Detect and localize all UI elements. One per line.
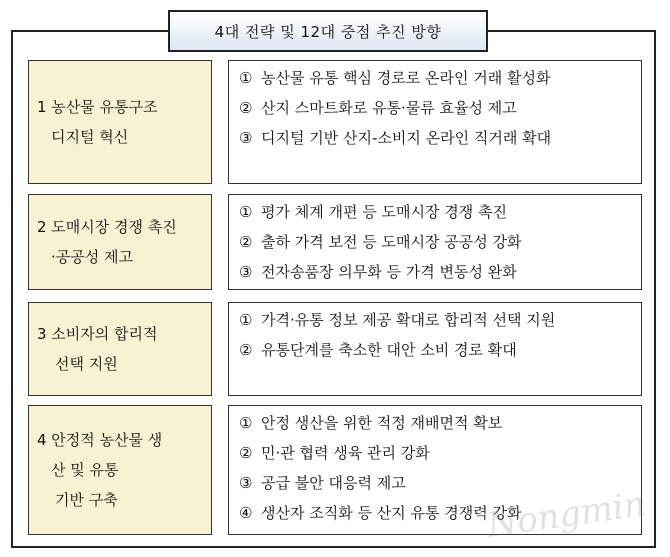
list-item: ② 산지 스마트화로 유통·물류 효율성 제고	[239, 99, 517, 117]
list-item: ② 출하 가격 보전 등 도매시장 공공성 강화	[239, 233, 522, 251]
strategy-2-heading-line1: 2 도매시장 경쟁 촉진	[37, 218, 177, 236]
list-item: ① 평가 체계 개편 등 도매시장 경쟁 촉진	[239, 203, 507, 221]
strategy-2-heading	[28, 194, 212, 290]
strategy-1-heading	[28, 60, 212, 184]
strategy-row-1	[28, 60, 642, 184]
strategy-4-heading-line1: 4 안정적 농산물 생	[37, 431, 163, 449]
strategy-3-heading	[28, 302, 212, 396]
list-item: ① 안정 생산을 위한 적정 재배면적 확보	[239, 414, 503, 432]
list-item: ② 민·관 협력 생육 관리 강화	[239, 444, 430, 462]
list-item: ③ 디지털 기반 산지-소비지 온라인 직거래 확대	[239, 129, 552, 147]
strategy-3-items	[228, 302, 642, 396]
page-title: 4대 전략 및 12대 중점 추진 방향	[168, 10, 488, 52]
list-item: ② 유통단계를 축소한 대안 소비 경로 확대	[239, 341, 517, 359]
strategy-row-4	[28, 405, 642, 535]
strategy-2-items	[228, 194, 642, 290]
strategy-2-heading-line2: ·공공성 제고	[51, 248, 133, 266]
list-item: ③ 공급 불안 대응력 제고	[239, 474, 406, 492]
watermark-logo: Nongmin	[485, 484, 649, 546]
strategy-1-heading-line2: 디지털 혁신	[51, 128, 129, 146]
strategy-4-heading-line3: 기반 구축	[55, 491, 118, 509]
strategy-1-items	[228, 60, 642, 184]
strategy-3-heading-line2: 선택 지원	[55, 355, 118, 373]
strategy-4-items	[228, 405, 642, 535]
list-item: ④ 생산자 조직화 등 산지 유통 경쟁력 강화	[239, 504, 522, 522]
strategy-4-heading-line2: 산 및 유통	[51, 461, 119, 479]
strategy-row-3	[28, 302, 642, 396]
strategy-4-heading	[28, 405, 212, 535]
strategy-1-heading-line1: 1 농산물 유통구조	[37, 98, 158, 116]
strategy-row-2	[28, 194, 642, 290]
strategy-3-heading-line1: 3 소비자의 합리적	[37, 325, 158, 343]
list-item: ① 농산물 유통 핵심 경로로 온라인 거래 활성화	[239, 69, 551, 87]
list-item: ① 가격·유통 정보 제공 확대로 합리적 선택 지원	[239, 311, 556, 329]
list-item: ③ 전자송품장 의무화 등 가격 변동성 완화	[239, 263, 517, 281]
